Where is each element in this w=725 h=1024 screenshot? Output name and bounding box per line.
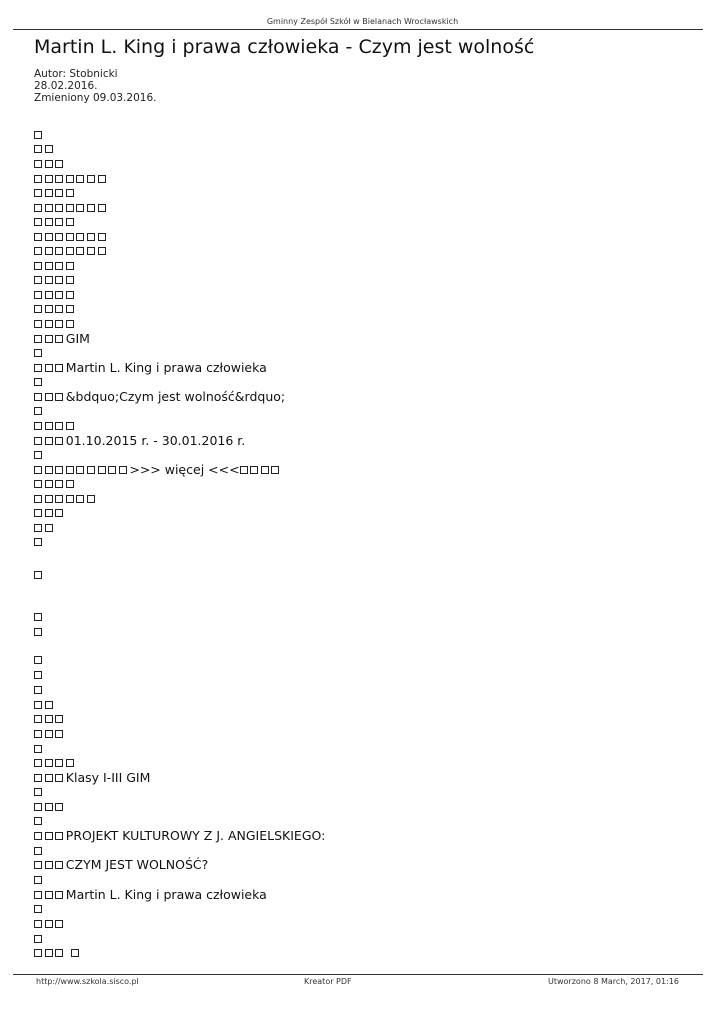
content-line [34, 302, 76, 316]
missing-glyph-box [45, 175, 53, 183]
missing-glyph-box [55, 247, 63, 255]
missing-glyph-box [34, 335, 42, 343]
missing-glyph-box [55, 233, 63, 241]
missing-glyph-box [108, 466, 116, 474]
missing-glyph-box [55, 774, 63, 782]
content-line [34, 932, 45, 946]
missing-glyph-box [66, 480, 74, 488]
content-line [34, 712, 66, 726]
missing-glyph-box [76, 466, 84, 474]
missing-glyph-box [34, 745, 42, 753]
missing-glyph-box [45, 920, 53, 928]
missing-glyph-box [55, 466, 63, 474]
content-line [34, 172, 108, 186]
missing-glyph-box [34, 920, 42, 928]
missing-glyph-box [34, 131, 42, 139]
missing-glyph-box [34, 656, 42, 664]
missing-glyph-box [34, 422, 42, 430]
content-line [34, 390, 285, 404]
footer-rule [13, 974, 703, 975]
content-line [34, 128, 45, 142]
missing-glyph-box [34, 715, 42, 723]
missing-glyph-box [34, 538, 42, 546]
missing-glyph-box [34, 276, 42, 284]
missing-glyph-box [66, 276, 74, 284]
content-line [34, 829, 325, 843]
missing-glyph-box [34, 509, 42, 517]
missing-glyph-box [55, 495, 63, 503]
content-line [34, 434, 245, 448]
missing-glyph-box [34, 759, 42, 767]
missing-glyph-box [34, 788, 42, 796]
missing-glyph-box [55, 832, 63, 840]
missing-glyph-box [76, 175, 84, 183]
header-rule [13, 29, 703, 30]
missing-glyph-box [45, 803, 53, 811]
missing-glyph-box [55, 891, 63, 899]
missing-glyph-box [66, 204, 74, 212]
missing-glyph-box [55, 437, 63, 445]
missing-glyph-box [119, 466, 127, 474]
missing-glyph-box [66, 422, 74, 430]
content-line [34, 215, 76, 229]
missing-glyph-box [55, 218, 63, 226]
missing-glyph-box [55, 949, 63, 957]
missing-glyph-box [34, 466, 42, 474]
content-line-text: Klasy I-III GIM [65, 770, 151, 785]
missing-glyph-box [66, 189, 74, 197]
content-line [34, 917, 66, 931]
content-line [34, 361, 267, 375]
content-line [34, 201, 108, 215]
footer-created: Utworzono 8 March, 2017, 01:16 [548, 977, 679, 986]
missing-glyph-box [66, 320, 74, 328]
missing-glyph-box [55, 422, 63, 430]
missing-glyph-box [66, 466, 74, 474]
missing-glyph-box [55, 160, 63, 168]
missing-glyph-box [34, 891, 42, 899]
missing-glyph-box [34, 949, 42, 957]
missing-glyph-box [34, 218, 42, 226]
missing-glyph-box [34, 175, 42, 183]
content-line [34, 230, 108, 244]
missing-glyph-box [45, 861, 53, 869]
missing-glyph-box [45, 247, 53, 255]
missing-glyph-box [45, 204, 53, 212]
missing-glyph-box [250, 466, 258, 474]
missing-glyph-box [66, 291, 74, 299]
missing-glyph-box [55, 920, 63, 928]
content-line [34, 946, 81, 960]
content-line [34, 668, 45, 682]
missing-glyph-box [34, 832, 42, 840]
content-line [34, 142, 55, 156]
missing-glyph-box [55, 715, 63, 723]
content-line [34, 785, 45, 799]
missing-glyph-box [34, 686, 42, 694]
missing-glyph-box [45, 509, 53, 517]
missing-glyph-box [76, 204, 84, 212]
missing-glyph-box [34, 407, 42, 415]
missing-glyph-box [34, 817, 42, 825]
missing-glyph-box [66, 495, 74, 503]
content-line [34, 888, 267, 902]
missing-glyph-box [45, 701, 53, 709]
content-line [34, 814, 45, 828]
content-line [34, 346, 45, 360]
missing-glyph-box [55, 305, 63, 313]
content-line [34, 873, 45, 887]
content-line [34, 902, 45, 916]
missing-glyph-box [34, 393, 42, 401]
missing-glyph-box [55, 861, 63, 869]
missing-glyph-box [45, 730, 53, 738]
missing-glyph-box [45, 145, 53, 153]
content-line-text: Martin L. King i prawa człowieka [65, 360, 267, 375]
missing-glyph-box [98, 204, 106, 212]
missing-glyph-box [45, 276, 53, 284]
content-line [34, 653, 45, 667]
date-created: 28.02.2016. [34, 80, 98, 92]
missing-glyph-box [45, 495, 53, 503]
missing-glyph-box [66, 175, 74, 183]
content-line [34, 273, 76, 287]
missing-glyph-box [271, 466, 279, 474]
content-line [34, 610, 45, 624]
missing-glyph-box [55, 189, 63, 197]
missing-glyph-box [55, 759, 63, 767]
content-line [34, 756, 76, 770]
missing-glyph-box [34, 320, 42, 328]
missing-glyph-box [45, 291, 53, 299]
missing-glyph-box [45, 422, 53, 430]
missing-glyph-box [34, 160, 42, 168]
missing-glyph-box [34, 291, 42, 299]
missing-glyph-box [55, 204, 63, 212]
missing-glyph-box [87, 175, 95, 183]
missing-glyph-box [34, 495, 42, 503]
missing-glyph-box [55, 335, 63, 343]
missing-glyph-box [87, 495, 95, 503]
missing-glyph-box [55, 803, 63, 811]
missing-glyph-box [71, 949, 79, 957]
content-line [34, 492, 98, 506]
missing-glyph-box [45, 832, 53, 840]
content-line [34, 244, 108, 258]
content-line [34, 332, 90, 346]
content-line [34, 186, 76, 200]
content-line [34, 477, 76, 491]
missing-glyph-box [45, 774, 53, 782]
content-line [34, 683, 45, 697]
missing-glyph-box [66, 233, 74, 241]
content-line [34, 800, 66, 814]
content-line [34, 727, 66, 741]
missing-glyph-box [34, 247, 42, 255]
missing-glyph-box [55, 730, 63, 738]
missing-glyph-box [55, 175, 63, 183]
missing-glyph-box [34, 847, 42, 855]
content-line [34, 698, 55, 712]
missing-glyph-box [34, 524, 42, 532]
content-line-text: Martin L. King i prawa człowieka [65, 887, 267, 902]
missing-glyph-box [45, 524, 53, 532]
missing-glyph-box [98, 233, 106, 241]
content-line [34, 506, 66, 520]
content-line [34, 858, 208, 872]
date-modified: Zmieniony 09.03.2016. [34, 92, 157, 104]
page-header: Gminny Zespół Szkół w Bielanach Wrocławskich [266, 17, 459, 26]
missing-glyph-box [34, 571, 42, 579]
missing-glyph-box [34, 145, 42, 153]
missing-glyph-box [45, 480, 53, 488]
missing-glyph-box [66, 218, 74, 226]
missing-glyph-box [98, 466, 106, 474]
missing-glyph-box [45, 891, 53, 899]
missing-glyph-box [34, 861, 42, 869]
missing-glyph-box [87, 204, 95, 212]
missing-glyph-box [34, 905, 42, 913]
missing-glyph-box [45, 437, 53, 445]
missing-glyph-box [45, 393, 53, 401]
missing-glyph-box [34, 480, 42, 488]
missing-glyph-box [55, 276, 63, 284]
content-line [34, 771, 150, 785]
missing-glyph-box [34, 204, 42, 212]
missing-glyph-box [34, 876, 42, 884]
content-line [34, 259, 76, 273]
author-line: Autor: Stobnicki [34, 68, 118, 80]
missing-glyph-box [34, 803, 42, 811]
missing-glyph-box [87, 233, 95, 241]
missing-glyph-box [34, 774, 42, 782]
missing-glyph-box [45, 759, 53, 767]
missing-glyph-box [66, 262, 74, 270]
missing-glyph-box [98, 175, 106, 183]
content-line [34, 448, 45, 462]
missing-glyph-box [87, 466, 95, 474]
missing-glyph-box [87, 247, 95, 255]
missing-glyph-box [45, 305, 53, 313]
missing-glyph-box [55, 291, 63, 299]
missing-glyph-box [34, 935, 42, 943]
missing-glyph-box [55, 509, 63, 517]
missing-glyph-box [34, 701, 42, 709]
missing-glyph-box [34, 451, 42, 459]
missing-glyph-box [34, 613, 42, 621]
missing-glyph-box [45, 715, 53, 723]
content-line [34, 844, 45, 858]
missing-glyph-box [45, 160, 53, 168]
missing-glyph-box [34, 233, 42, 241]
content-line [34, 317, 76, 331]
missing-glyph-box [45, 466, 53, 474]
missing-glyph-box [34, 305, 42, 313]
content-line-text: &bdquo;Czym jest wolność&rdquo; [65, 389, 286, 404]
missing-glyph-box [34, 189, 42, 197]
missing-glyph-box [66, 247, 74, 255]
missing-glyph-box [55, 262, 63, 270]
content-line [34, 375, 45, 389]
footer-url[interactable]: http://www.szkola.sisco.pl [36, 977, 139, 986]
missing-glyph-box [45, 233, 53, 241]
footer-generator: Kreator PDF [304, 977, 352, 986]
missing-glyph-box [55, 480, 63, 488]
missing-glyph-box [45, 320, 53, 328]
missing-glyph-box [55, 364, 63, 372]
missing-glyph-box [76, 495, 84, 503]
content-line [34, 419, 76, 433]
document-title: Martin L. King i prawa człowieka - Czym jest wolność [34, 36, 535, 58]
missing-glyph-box [34, 262, 42, 270]
missing-glyph-box [66, 305, 74, 313]
content-line [34, 568, 45, 582]
missing-glyph-box [45, 262, 53, 270]
content-line [34, 288, 76, 302]
missing-glyph-box [76, 247, 84, 255]
missing-glyph-box [98, 247, 106, 255]
missing-glyph-box [34, 730, 42, 738]
missing-glyph-box [45, 335, 53, 343]
missing-glyph-box [55, 320, 63, 328]
missing-glyph-box [76, 233, 84, 241]
missing-glyph-box [261, 466, 269, 474]
missing-glyph-box [34, 378, 42, 386]
missing-glyph-box [45, 189, 53, 197]
content-line [34, 463, 282, 477]
missing-glyph-box [34, 628, 42, 636]
content-line [34, 157, 66, 171]
content-line [34, 535, 45, 549]
content-line-text: GIM [65, 331, 90, 346]
missing-glyph-box [34, 437, 42, 445]
content-line-text: 01.10.2015 r. - 30.01.2016 r. [65, 433, 246, 448]
content-line-text: PROJEKT KULTUROWY Z J. ANGIELSKIEGO: [65, 828, 326, 843]
missing-glyph-box [34, 364, 42, 372]
content-line-text: >>> więcej <<< [129, 462, 240, 477]
missing-glyph-box [66, 759, 74, 767]
content-line-text: CZYM JEST WOLNOŚĆ? [65, 857, 209, 872]
missing-glyph-box [34, 671, 42, 679]
missing-glyph-box [55, 393, 63, 401]
content-line [34, 521, 55, 535]
missing-glyph-box [45, 364, 53, 372]
content-line [34, 742, 45, 756]
missing-glyph-box [45, 949, 53, 957]
missing-glyph-box [240, 466, 248, 474]
missing-glyph-box [45, 218, 53, 226]
missing-glyph-box [34, 349, 42, 357]
content-line [34, 625, 45, 639]
content-line [34, 404, 45, 418]
